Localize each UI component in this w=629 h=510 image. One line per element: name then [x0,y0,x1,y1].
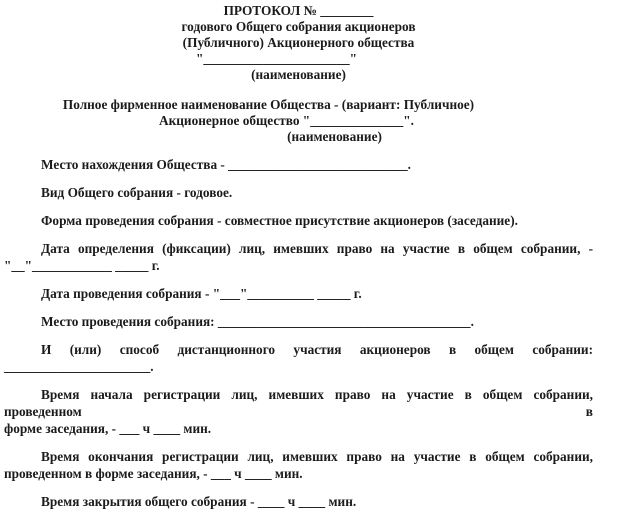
paragraph-registration-start [4,386,593,437]
firm-name-line1: Полное фирменное наименование Общества - (вариант: Публичное) [62,97,475,112]
company-name-caption: (наименование) [251,67,346,82]
paragraph-closing-time: Время закрытия общего собрания - ____ ч ____ мин. [41,494,357,509]
paragraph-meeting-type: Вид Общего собрания - годовое. [41,185,233,200]
paragraph-meeting-date: Дата проведения собрания - "___"__________ _____ г. [41,286,362,301]
firm-name-caption: (наименование) [287,129,382,144]
record-date-line1: Дата определения (фиксации) лиц, имевших право на участие в общем собрании, - [41,241,593,256]
firm-name-block [4,97,593,145]
paragraph-record-date [4,240,593,274]
paragraph-registration-end [4,448,593,482]
record-date-line2: "__"____________ _____ г. [4,258,160,273]
paragraph-meeting-form: Форма проведения собрания - совместное присутствие акционеров (заседание). [41,213,518,228]
paragraph-company-location: Место нахождения Общества - ___________________________. [41,157,412,172]
document-title: ПРОТОКОЛ № ________ [223,3,374,18]
registration-start-line2: форме заседания, - ___ ч ____ мин. [4,421,212,436]
firm-name-line2: Акционерное общество "______________". [159,113,414,128]
registration-start-line1: Время начала регистрации лиц, имевших право на участие в общем собрании, проведенном в [4,387,593,419]
registration-end-line1: Время окончания регистрации лиц, имевших право на участие в общем собрании, [41,449,593,464]
paragraph-remote-participation [4,341,593,375]
company-name-blank: "______________________" [195,51,358,66]
paragraph-venue: Место проведения собрания: ______________________________________. [41,314,474,329]
remote-participation-line2: ______________________. [4,359,154,374]
remote-participation-line1: И (или) способ дистанционного участия акционеров в общем собрании: [41,342,593,357]
document-header [4,3,593,83]
header-subtitle-meeting: годового Общего собрания акционеров [181,19,416,34]
header-subtitle-company: (Публичного) Акционерного общества [182,35,415,50]
registration-end-line2: проведенном в форме заседания, - ___ ч ____ мин. [4,466,303,481]
